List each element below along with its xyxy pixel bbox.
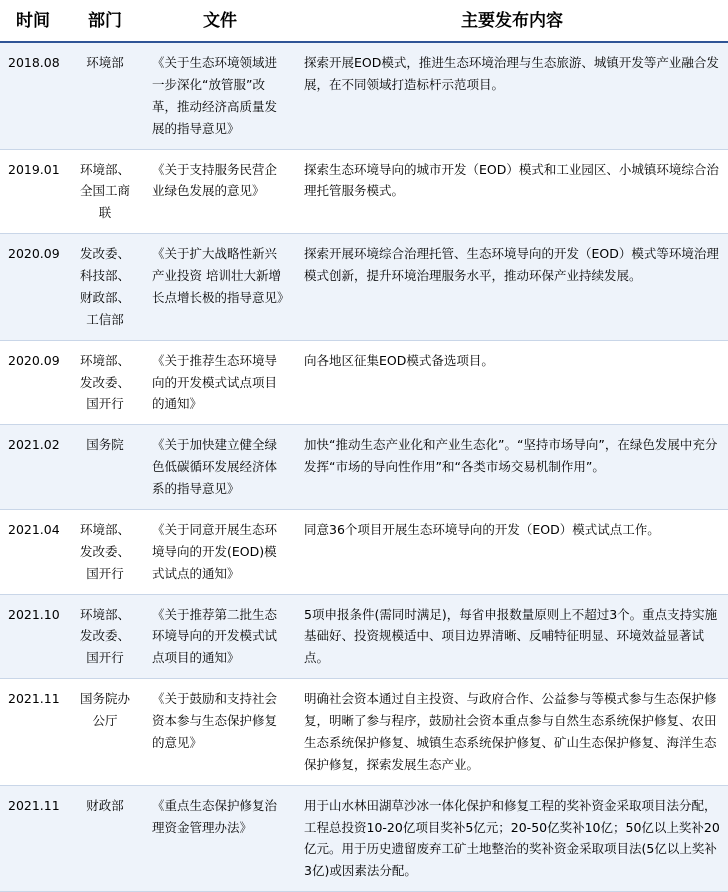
table-row [0, 785, 728, 892]
cell-department: 环境部、发改委、国开行 [66, 509, 144, 594]
cell-content: 探索开展EOD模式，推进生态环境治理与生态旅游、城镇开发等产业融合发展，在不同领域打造标杆示范项目。 [296, 42, 728, 149]
cell-department: 环境部、发改委、国开行 [66, 594, 144, 679]
table-row [0, 679, 728, 786]
cell-department: 国务院办公厅 [66, 679, 144, 786]
cell-department: 环境部、全国工商联 [66, 149, 144, 234]
table-row [0, 234, 728, 341]
cell-file: 《关于支持服务民营企业绿色发展的意见》 [144, 149, 296, 234]
cell-content: 用于山水林田湖草沙冰一体化保护和修复工程的奖补资金采取项目法分配，工程总投资10‐20亿项目奖补5亿元；20‐50亿奖补10亿；50亿以上奖补20亿元。用于历史遗留废弃工矿土地整治的奖补资金采取项目法(5亿以上奖补3亿)或因素法分配。 [296, 785, 728, 892]
cell-file: 《关于加快建立健全绿色低碳循环发展经济体系的指导意见》 [144, 425, 296, 510]
cell-time: 2019.01 [0, 149, 66, 234]
cell-file: 《关于推荐第二批生态环境导向的开发模式试点项目的通知》 [144, 594, 296, 679]
table-row [0, 594, 728, 679]
cell-department: 财政部 [66, 785, 144, 892]
column-header-department: 部门 [66, 0, 144, 42]
cell-content: 向各地区征集EOD模式备选项目。 [296, 340, 728, 425]
cell-time: 2021.11 [0, 679, 66, 786]
cell-time: 2021.04 [0, 509, 66, 594]
cell-file: 《关于扩大战略性新兴产业投资 培训壮大新增长点增长极的指导意见》 [144, 234, 296, 341]
cell-time: 2018.08 [0, 42, 66, 149]
cell-content: 同意36个项目开展生态环境导向的开发（EOD）模式试点工作。 [296, 509, 728, 594]
table-row [0, 425, 728, 510]
cell-time: 2021.10 [0, 594, 66, 679]
cell-department: 国务院 [66, 425, 144, 510]
table-body [0, 42, 728, 892]
table-row [0, 509, 728, 594]
cell-content: 5项申报条件(需同时满足)，每省申报数量原则上不超过3个。重点支持实施基础好、投资规模适中、项目边界清晰、反哺特征明显、环境效益显著试点。 [296, 594, 728, 679]
cell-file: 《关于生态环境领域进一步深化“放管服”改革，推动经济高质量发展的指导意见》 [144, 42, 296, 149]
cell-content: 探索开展环境综合治理托管、生态环境导向的开发（EOD）模式等环境治理模式创新，提升环境治理服务水平，推动环保产业持续发展。 [296, 234, 728, 341]
table-row [0, 340, 728, 425]
cell-time: 2021.02 [0, 425, 66, 510]
cell-department: 环境部、发改委、国开行 [66, 340, 144, 425]
cell-content: 加快“推动生态产业化和产业生态化”。“坚持市场导向”，在绿色发展中充分发挥“市场的导向性作用”和“各类市场交易机制作用”。 [296, 425, 728, 510]
cell-file: 《关于同意开展生态环境导向的开发(EOD)模式试点的通知》 [144, 509, 296, 594]
table-row [0, 42, 728, 149]
table-header-row [0, 0, 728, 42]
cell-file: 《关于鼓励和支持社会资本参与生态保护修复的意见》 [144, 679, 296, 786]
table-header [0, 0, 728, 42]
cell-file: 《重点生态保护修复治理资金管理办法》 [144, 785, 296, 892]
cell-time: 2021.11 [0, 785, 66, 892]
column-header-time: 时间 [0, 0, 66, 42]
cell-content: 明确社会资本通过自主投资、与政府合作、公益参与等模式参与生态保护修复，明晰了参与程序，鼓励社会资本重点参与自然生态系统保护修复、农田生态系统保护修复、城镇生态系统保护修复、矿山生态保护修复、海洋生态保护修复，探索发展生态产业。 [296, 679, 728, 786]
cell-time: 2020.09 [0, 340, 66, 425]
cell-file: 《关于推荐生态环境导向的开发模式试点项目的通知》 [144, 340, 296, 425]
column-header-file: 文件 [144, 0, 296, 42]
cell-time: 2020.09 [0, 234, 66, 341]
cell-content: 探索生态环境导向的城市开发（EOD）模式和工业园区、小城镇环境综合治理托管服务模式。 [296, 149, 728, 234]
table-row [0, 149, 728, 234]
column-header-content: 主要发布内容 [296, 0, 728, 42]
cell-department: 发改委、科技部、财政部、工信部 [66, 234, 144, 341]
cell-department: 环境部 [66, 42, 144, 149]
